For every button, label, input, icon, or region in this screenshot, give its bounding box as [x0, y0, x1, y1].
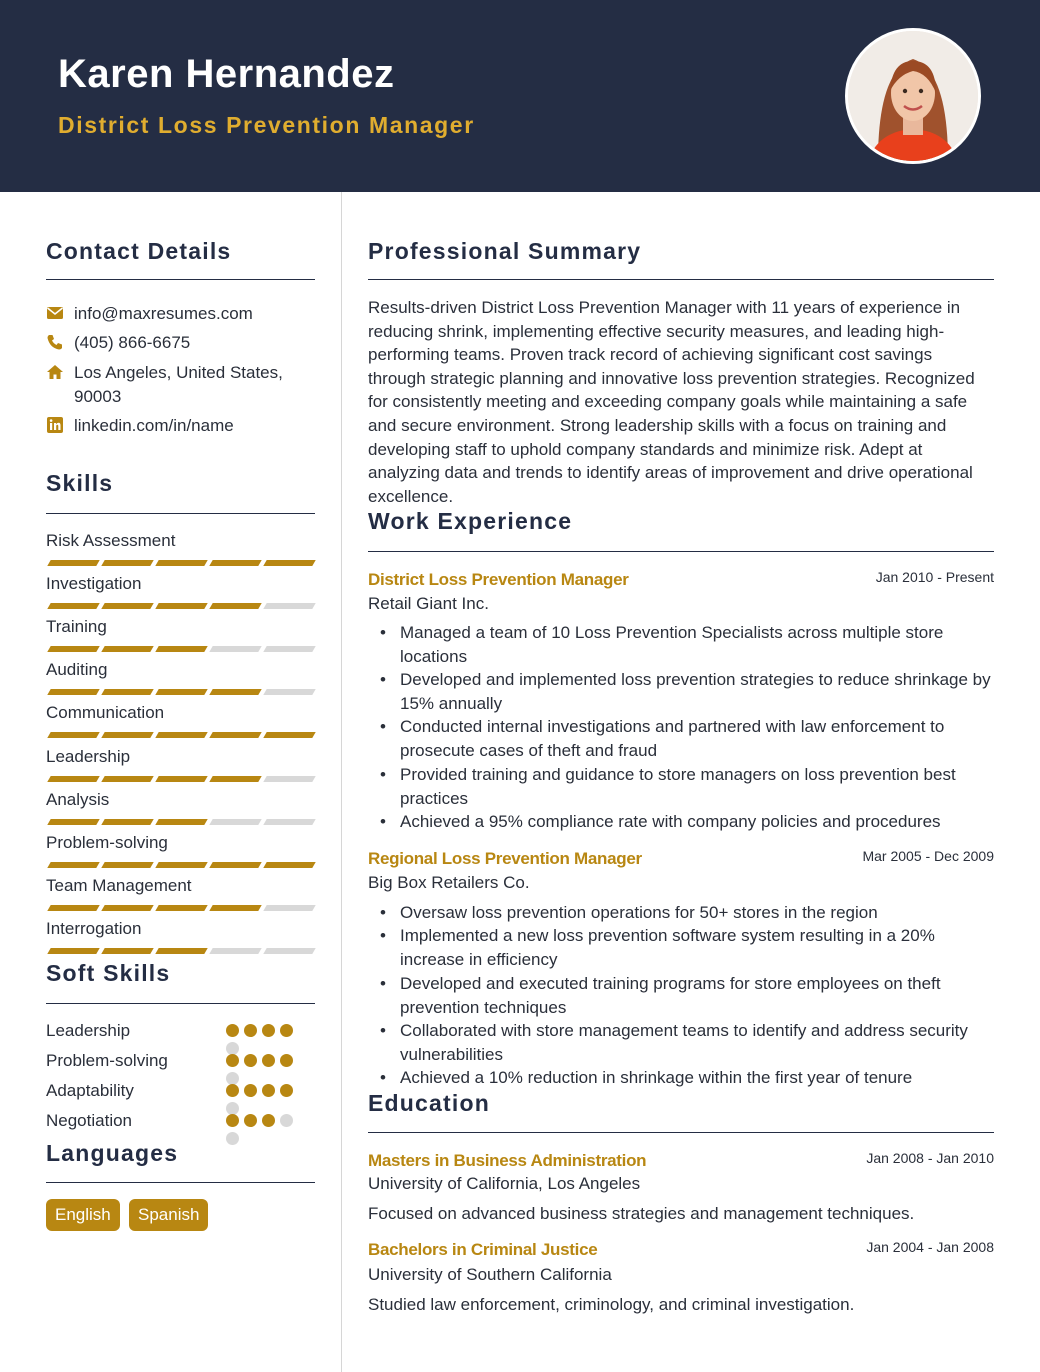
experience-section-title: Work Experience [368, 508, 573, 534]
skill-level-bars [46, 905, 315, 911]
contact-linkedin-text: linkedin.com/in/name [74, 416, 234, 435]
column-divider [341, 192, 342, 1372]
languages-rule [46, 1182, 315, 1183]
skill-item [46, 703, 315, 735]
skill-level-segment [263, 905, 315, 911]
skill-level-bars [46, 819, 315, 825]
skill-level-segment [47, 948, 99, 954]
soft-skill-dot [244, 1054, 257, 1067]
linkedin-icon [46, 416, 64, 434]
skill-level-segment [209, 776, 261, 782]
skill-level-segment [155, 862, 207, 868]
skill-level-bars [46, 776, 315, 782]
contact-email[interactable] [46, 302, 315, 326]
job-bullet: • Achieved a 95% compliance rate with company policies and procedures [400, 810, 998, 834]
summary-text: Results-driven District Loss Prevention Manager with 11 years of experience in reducing shrink, implementing effective security measures, and leading high-performing teams. Proven track record of achieving significant cost savings through strategic planning and innovative loss prevention strategies. Recognized for consistently meeting and exceeding company goals while maintaining a safe and secure environment. Strong leadership skills with a focus on training and developing staff to uphold company standards and minimize risk. Adept at analyzing data and trends to identify areas of improvement and drive operational excellence. [368, 298, 975, 506]
skill-level-segment [263, 560, 315, 566]
soft-skill-label: Negotiation [46, 1111, 133, 1130]
education-dates: Jan 2008 - Jan 2010 [866, 1150, 994, 1166]
soft-skill-dot [262, 1054, 275, 1067]
soft-skill-dot [280, 1054, 293, 1067]
education-dates: Jan 2004 - Jan 2008 [866, 1239, 994, 1255]
skill-level-segment [263, 732, 315, 738]
skill-level-segment [101, 905, 153, 911]
skills-section-title: Skills [46, 470, 114, 496]
job-bullet: • Managed a team of 10 Loss Prevention Specialists across multiple store locations [400, 621, 998, 668]
skill-level-bars [46, 689, 315, 695]
job-bullet: • Provided training and guidance to store managers on loss prevention best practices [400, 763, 998, 810]
skill-level-segment [155, 905, 207, 911]
education-section-title: Education [368, 1090, 490, 1116]
portrait-image [848, 31, 978, 161]
skill-level-segment [209, 646, 261, 652]
skill-level-segment [47, 603, 99, 609]
skill-item [46, 790, 315, 822]
soft-skill-dot [226, 1024, 239, 1037]
school-name: University of Southern California [368, 1265, 612, 1284]
soft-skill-dot [226, 1132, 239, 1145]
soft-skill-item [46, 1021, 315, 1041]
skill-level-segment [101, 776, 153, 782]
skill-level-segment [209, 948, 261, 954]
skill-level-segment [101, 560, 153, 566]
soft-skill-item [46, 1081, 315, 1101]
skill-item [46, 876, 315, 908]
skill-level-segment [101, 732, 153, 738]
envelope-icon [46, 304, 64, 322]
skill-level-bars [46, 646, 315, 652]
skill-level-segment [209, 689, 261, 695]
soft-skill-dot [244, 1114, 257, 1127]
skill-item [46, 747, 315, 779]
skill-level-segment [209, 603, 261, 609]
skill-label: Team Management [46, 875, 192, 895]
job-bullet: • Implemented a new loss prevention software system resulting in a 20% increase in efficiency [400, 924, 998, 971]
skill-item [46, 574, 315, 606]
skill-item [46, 660, 315, 692]
language-badge-english: English [46, 1199, 120, 1231]
soft-skill-item [46, 1051, 315, 1071]
skill-level-segment [209, 862, 261, 868]
skill-level-segment [155, 689, 207, 695]
skill-level-segment [101, 646, 153, 652]
skill-level-segment [263, 776, 315, 782]
education-description: Studied law enforcement, criminology, and criminal investigation. [368, 1295, 855, 1314]
job-bullet: • Oversaw loss prevention operations for 50+ stores in the region [400, 901, 998, 925]
skill-level-segment [47, 646, 99, 652]
skill-level-segment [155, 603, 207, 609]
soft-skill-dot [244, 1024, 257, 1037]
skill-level-segment [209, 819, 261, 825]
degree-title: Masters in Business Administration [368, 1151, 647, 1170]
skill-label: Training [46, 617, 107, 637]
skill-level-segment [263, 689, 315, 695]
skill-level-segment [47, 560, 99, 566]
skill-item [46, 617, 315, 649]
skill-level-segment [47, 776, 99, 782]
soft-skill-dot [226, 1054, 239, 1067]
skill-level-segment [101, 603, 153, 609]
soft-skill-dot [226, 1114, 239, 1127]
job-bullet: • Achieved a 10% reduction in shrinkage within the first year of tenure [400, 1066, 998, 1090]
skill-level-segment [209, 560, 261, 566]
contact-linkedin[interactable] [46, 414, 315, 438]
skill-label: Leadership [46, 746, 131, 766]
job-company: Big Box Retailers Co. [368, 873, 530, 892]
soft-skill-dot [262, 1024, 275, 1037]
skill-level-bars [46, 560, 315, 566]
contact-location [46, 361, 315, 409]
contact-phone[interactable] [46, 331, 315, 355]
skill-label: Risk Assessment [46, 531, 176, 550]
skill-level-segment [47, 905, 99, 911]
skill-level-segment [263, 862, 315, 868]
skill-label: Investigation [46, 574, 142, 594]
degree-title: Bachelors in Criminal Justice [368, 1240, 598, 1259]
job-bullet: • Developed and implemented loss prevention strategies to reduce shrinkage by 15% annually [400, 668, 998, 715]
skill-level-bars [46, 948, 315, 954]
skill-level-segment [155, 732, 207, 738]
skill-item [46, 833, 315, 865]
skill-level-segment [155, 646, 207, 652]
language-badges [46, 1199, 315, 1231]
summary-section-title: Professional Summary [368, 238, 642, 264]
soft-skill-dot [280, 1024, 293, 1037]
skill-level-segment [47, 689, 99, 695]
soft-skills-rule [46, 1003, 315, 1004]
skill-level-segment [155, 948, 207, 954]
soft-skill-dot [244, 1084, 257, 1097]
skill-level-segment [263, 603, 315, 609]
contact-section-title: Contact Details [46, 238, 232, 264]
soft-skill-dot [226, 1084, 239, 1097]
job-dates: Jan 2010 - Present [875, 569, 994, 585]
summary-rule [368, 279, 994, 280]
skill-level-segment [155, 560, 207, 566]
skill-item [46, 919, 315, 951]
skill-level-segment [209, 732, 261, 738]
soft-skills-section-title: Soft Skills [46, 960, 171, 986]
contact-rule [46, 279, 315, 280]
skill-level-segment [155, 776, 207, 782]
candidate-role: District Loss Prevention Manager [58, 112, 475, 138]
soft-skill-dot [262, 1114, 275, 1127]
soft-skill-dot [262, 1084, 275, 1097]
soft-skill-label: Adaptability [46, 1081, 134, 1100]
skill-label: Communication [46, 703, 165, 723]
languages-section-title: Languages [46, 1140, 179, 1166]
experience-rule [368, 551, 994, 552]
skill-level-segment [263, 646, 315, 652]
job-bullet: • Collaborated with store management teams to identify and address security vulnerabilities [400, 1019, 998, 1066]
skill-level-bars [46, 603, 315, 609]
skill-label: Problem-solving [46, 832, 168, 852]
resume-header [0, 0, 1040, 192]
skill-level-segment [263, 948, 315, 954]
soft-skill-label: Problem-solving [46, 1051, 168, 1070]
job-title: Regional Loss Prevention Manager [368, 849, 642, 868]
job-company: Retail Giant Inc. [368, 594, 489, 613]
skill-level-segment [47, 732, 99, 738]
education-description: Focused on advanced business strategies and management techniques. [368, 1204, 915, 1223]
profile-photo [845, 28, 981, 164]
school-name: University of California, Los Angeles [368, 1174, 641, 1193]
job-dates: Mar 2005 - Dec 2009 [862, 848, 994, 864]
skill-level-segment [101, 862, 153, 868]
skill-level-segment [155, 819, 207, 825]
job-bullet: • Conducted internal investigations and partnered with law enforcement to prosecute cases of theft and fraud [400, 715, 998, 762]
job-bullet: • Developed and executed training programs for store employees on theft prevention techniques [400, 972, 998, 1019]
skill-label: Analysis [46, 789, 110, 809]
soft-skill-dot [280, 1084, 293, 1097]
contact-phone-text: (405) 866-6675 [74, 333, 191, 352]
skill-label: Auditing [46, 660, 108, 680]
skill-level-segment [47, 819, 99, 825]
phone-icon [46, 333, 64, 351]
soft-skill-item [46, 1111, 315, 1131]
skill-level-segment [101, 819, 153, 825]
skill-label: Interrogation [46, 918, 142, 938]
skill-level-segment [263, 819, 315, 825]
skill-level-segment [209, 905, 261, 911]
skill-item [46, 531, 315, 563]
skill-level-segment [47, 862, 99, 868]
education-rule [368, 1132, 994, 1133]
contact-location-text: Los Angeles, United States, 90003 [74, 363, 283, 406]
skills-rule [46, 513, 315, 514]
job-title: District Loss Prevention Manager [368, 570, 629, 589]
language-badge-spanish: Spanish [129, 1199, 208, 1231]
home-icon [46, 363, 64, 381]
contact-email-text: info@maxresumes.com [74, 304, 253, 323]
skill-level-segment [101, 689, 153, 695]
soft-skill-dot [280, 1114, 293, 1127]
skill-level-segment [101, 948, 153, 954]
candidate-name: Karen Hernandez [58, 52, 395, 96]
soft-skill-label: Leadership [46, 1021, 131, 1040]
skill-level-bars [46, 732, 315, 738]
skill-level-bars [46, 862, 315, 868]
